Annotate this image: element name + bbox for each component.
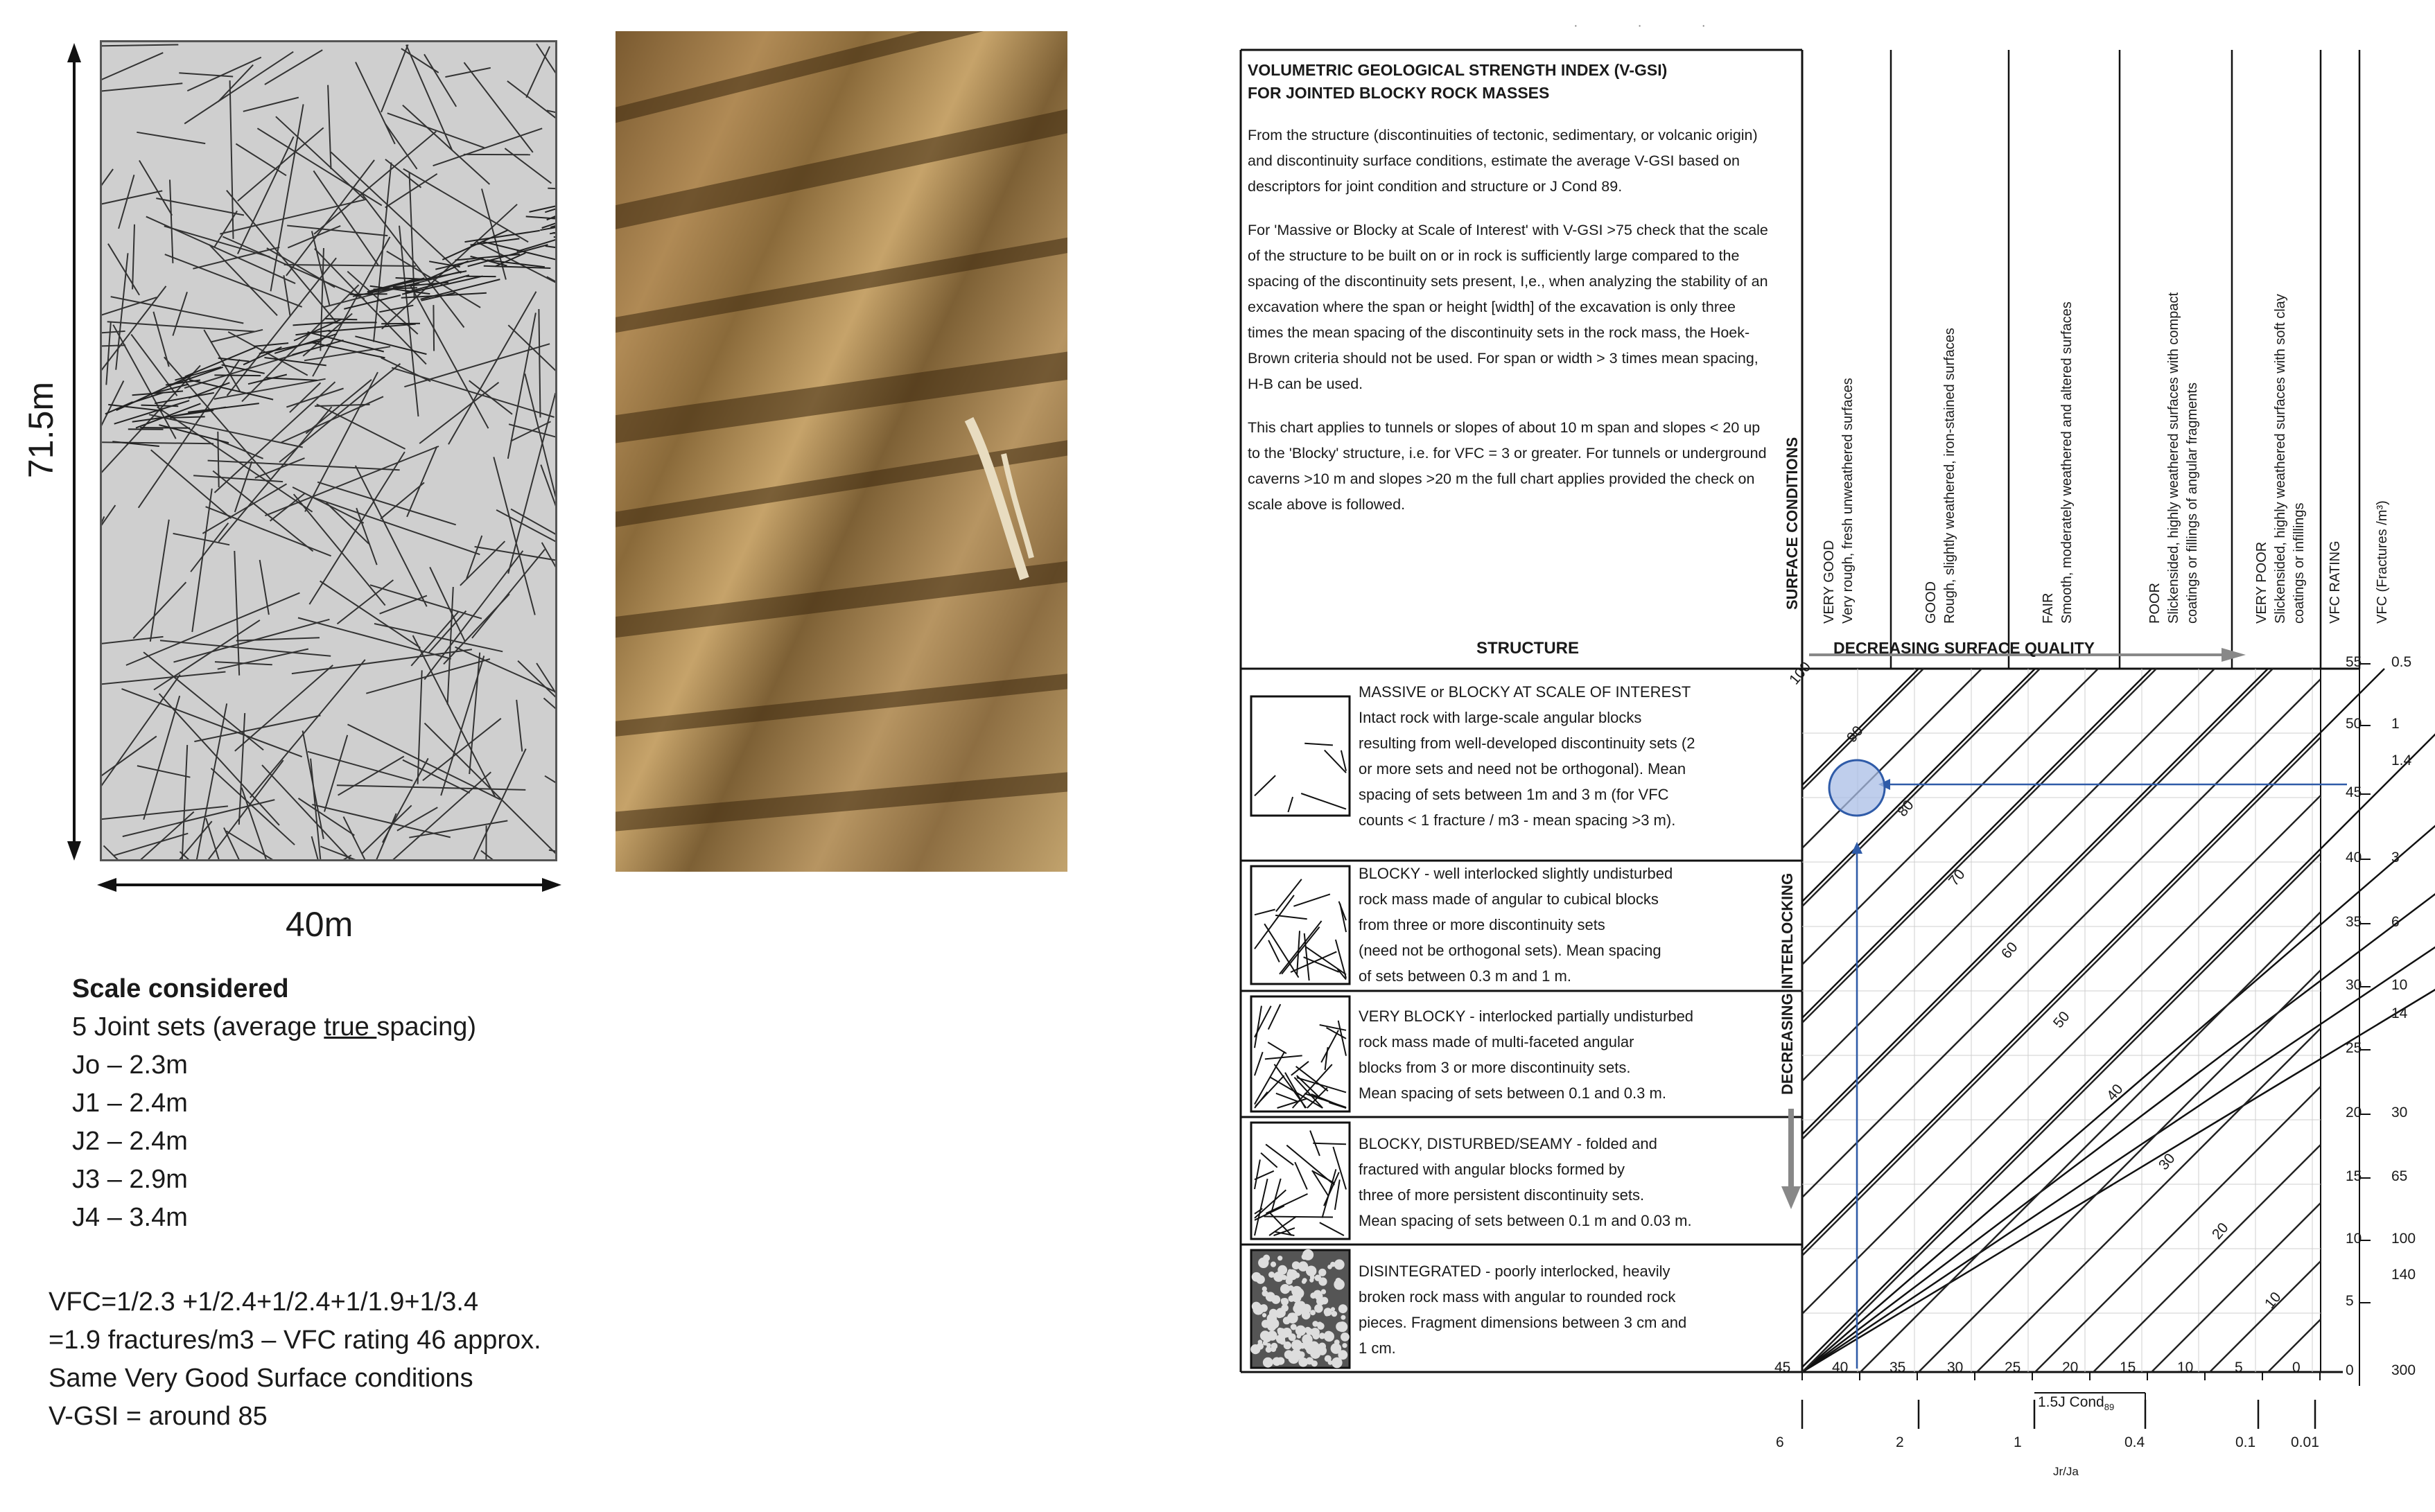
jcond-tick: 45	[1774, 1360, 1791, 1375]
decreasing-interlocking-label: DECREASING INTERLOCKING	[1779, 872, 1796, 1095]
jrja-tick: 0.1	[2235, 1434, 2256, 1450]
structure-line: blocks from 3 or more discontinuity sets.	[1359, 1059, 1631, 1076]
jrja-tick: 0.4	[2124, 1434, 2145, 1450]
gsi-contour-label: 100	[1786, 658, 1815, 688]
width-label: 40m	[286, 905, 354, 944]
joint-item: J1 – 2.4m	[72, 1089, 188, 1118]
calc-line: V-GSI = around 85	[49, 1402, 268, 1431]
structure-line: Mean spacing of sets between 0.1 m and 0.03 m.	[1359, 1212, 1692, 1229]
col-poor-title: POOR	[2147, 583, 2163, 624]
chart-intro	[1248, 59, 1774, 518]
chart-title-1: VOLUMETRIC GEOLOGICAL STRENGTH INDEX (V-GSI)	[1248, 61, 1668, 79]
structure-disintegrated	[1359, 1258, 1686, 1361]
structure-very-blocky	[1359, 1003, 1693, 1106]
joint-item: J3 – 2.9m	[72, 1165, 188, 1194]
chart-title-2: FOR JOINTED BLOCKY ROCK MASSES	[1248, 84, 1550, 102]
notes-subtitle: 5 Joint sets (average true spacing)	[72, 1012, 476, 1041]
structure-massive	[1359, 679, 1695, 833]
vfc-rating-tick: 20	[2346, 1105, 2362, 1120]
col-poor-desc: Slickensided, highly weathered surfaces with compact	[2166, 292, 2181, 624]
structure-line: rock mass made of multi-faceted angular	[1359, 1033, 1634, 1051]
structure-line: counts < 1 fracture / m3 - mean spacing >3 m).	[1359, 811, 1676, 829]
vfc-rating-tick: 55	[2346, 654, 2362, 670]
vfc-rating-tick: 0	[2346, 1362, 2354, 1378]
top-cut-text: · · ·	[1573, 18, 1734, 33]
joint-item: J2 – 2.4m	[72, 1127, 188, 1156]
notes-title: Scale considered	[72, 974, 289, 1003]
vfc-tick: 300	[2391, 1362, 2416, 1378]
vfc-rating-tick: 5	[2346, 1293, 2354, 1309]
gsi-contour-label: 30	[2155, 1150, 2179, 1174]
vfc-rating-tick: 40	[2346, 850, 2362, 865]
structure-label: STRUCTURE	[1476, 639, 1579, 658]
chart-para-1: From the structure (discontinuities of tectonic, sedimentary, or volcanic origin) and discontinuity surface conditions, estimate the average V-GSI based on descriptors for joint condition and structure or J Cond 89.	[1248, 127, 1758, 195]
structure-disturbed	[1359, 1131, 1692, 1233]
vfc-rating-tick: 50	[2346, 716, 2362, 732]
vfc-rating-label: VFC RATING	[2328, 540, 2343, 624]
gsi-contour-label: 20	[2208, 1220, 2232, 1243]
vfc-label: VFC (Fractures /m³)	[2375, 500, 2390, 624]
structure-title: BLOCKY, DISTURBED/SEAMY - folded and	[1359, 1135, 1657, 1152]
vfc-tick: 65	[2391, 1168, 2408, 1184]
gsi-contour-label: 90	[1843, 723, 1867, 746]
gsi-contour-label: 70	[1945, 866, 1969, 890]
structure-line: (need not be orthogonal sets). Mean spacing	[1359, 942, 1661, 959]
vfc-tick: 0.5	[2391, 654, 2412, 670]
structure-line: Intact rock with large-scale angular blocks	[1359, 709, 1642, 726]
structure-title: DISINTEGRATED - poorly interlocked, heavily	[1359, 1263, 1670, 1280]
col-very-poor-title: VERY POOR	[2254, 541, 2269, 624]
structure-line: pieces. Fragment dimensions between 3 cm and	[1359, 1314, 1687, 1331]
vfc-tick: 1	[2391, 716, 2400, 732]
structure-line: Mean spacing of sets between 0.1 and 0.3 m.	[1359, 1084, 1666, 1102]
jcond-tick: 10	[2177, 1360, 2194, 1375]
structure-line: broken rock mass with angular to rounded rock	[1359, 1288, 1676, 1306]
calc-line: Same Very Good Surface conditions	[49, 1364, 473, 1393]
gsi-contour-label: 60	[1998, 939, 2021, 962]
vfc-tick: 1.4	[2391, 753, 2412, 768]
gsi-contour-label: 40	[2103, 1081, 2127, 1105]
structure-line: from three or more discontinuity sets	[1359, 916, 1605, 933]
col-good-title: GOOD	[1923, 581, 1939, 624]
vfc-rating-tick: 30	[2346, 977, 2362, 993]
structure-title: BLOCKY - well interlocked slightly undisturbed	[1359, 865, 1673, 882]
col-good-desc: Rough, slightly weathered, iron-stained surfaces	[1942, 328, 1957, 624]
jcond-tick: 5	[2235, 1360, 2243, 1375]
jcond-tick: 20	[2062, 1360, 2079, 1375]
jcond-tick: 40	[1832, 1360, 1849, 1375]
calc-line: VFC=1/2.3 +1/2.4+1/2.4+1/1.9+1/3.4	[49, 1287, 479, 1317]
gsi-contour-label: 50	[2050, 1008, 2073, 1032]
structure-line: rock mass made of angular to cubical blocks	[1359, 890, 1659, 908]
vfc-tick: 100	[2391, 1231, 2416, 1247]
gsi-contour-label: 10	[2261, 1289, 2285, 1312]
structure-line: resulting from well-developed discontinuity sets (2	[1359, 735, 1695, 752]
vfc-tick: 30	[2391, 1105, 2408, 1120]
vfc-tick: 3	[2391, 850, 2400, 865]
structure-title: VERY BLOCKY - interlocked partially undisturbed	[1359, 1008, 1694, 1025]
structure-line: spacing of sets between 1m and 3 m (for VFC	[1359, 786, 1669, 803]
jrja-axis-label: Jr/Ja	[2053, 1465, 2079, 1478]
jrja-tick: 1	[2014, 1434, 2022, 1450]
vfc-rating-tick: 25	[2346, 1040, 2362, 1056]
structure-line: or more sets and need not be orthogonal). Mean	[1359, 760, 1686, 777]
structure-line: of sets between 0.3 m and 1 m.	[1359, 967, 1571, 985]
col-fair-title: FAIR	[2041, 592, 2056, 624]
col-poor-desc2: coatings or fillings of angular fragments	[2185, 383, 2200, 624]
vfc-rating-tick: 15	[2346, 1168, 2362, 1184]
jcond-tick: 15	[2120, 1360, 2136, 1375]
chart-para-3: This chart applies to tunnels or slopes of about 10 m span and slopes < 20 up to the 'Blocky' structure, i.e. for VFC = 3 or greater. For tunnels or underground caverns >10 m and slopes >20 m the full chart applies provided the check on scale above is followed.	[1248, 419, 1767, 513]
col-very-poor-desc: Slickensided, highly weathered surfaces with soft clay	[2273, 294, 2288, 624]
col-very-good-title: VERY GOOD	[1822, 540, 1837, 624]
chart-para-2: For 'Massive or Blocky at Scale of Interest' with V-GSI >75 check that the scale of the structure to be built on or in rock is sufficiently large compared to the spacing of the discontinuity sets present, I,e., when analyzing the stability of an excavation where the span or height [width] of the excavation is only three times the mean spacing of the discontinuity sets in the rock mass, the Hoek-Brown criteria should not be used. For span or width > 3 times mean spacing, H-B can be used.	[1248, 222, 1768, 392]
structure-title: MASSIVE or BLOCKY AT SCALE OF INTEREST	[1359, 683, 1691, 701]
height-label: 71.5m	[21, 382, 60, 478]
jrja-tick: 6	[1776, 1434, 1784, 1450]
structure-line: 1 cm.	[1359, 1339, 1396, 1357]
vfc-tick: 14	[2391, 1005, 2408, 1021]
surface-conditions-label: SURFACE CONDITIONS	[1783, 437, 1801, 610]
col-very-poor-desc2: coatings or infillings	[2292, 502, 2307, 624]
jcond-axis-label: 1.5J Cond$_{89}$	[2038, 1394, 2115, 1413]
structure-line: fractured with angular blocks formed by	[1359, 1161, 1625, 1178]
jcond-tick: 30	[1947, 1360, 1964, 1375]
jrja-tick: 0.01	[2291, 1434, 2319, 1450]
joint-item: J4 – 3.4m	[72, 1203, 188, 1232]
jcond-tick: 35	[1889, 1360, 1906, 1375]
gsi-contour-label: 80	[1894, 797, 1917, 820]
vfc-tick: 6	[2391, 914, 2400, 930]
jcond-tick: 25	[2005, 1360, 2021, 1375]
structure-line: three of more persistent discontinuity sets.	[1359, 1186, 1645, 1204]
col-very-good-desc: Very rough, fresh unweathered surfaces	[1840, 378, 1856, 624]
structure-blocky	[1359, 861, 1673, 989]
vfc-tick: 140	[2391, 1267, 2416, 1283]
vfc-rating-tick: 35	[2346, 914, 2362, 930]
col-fair-desc: Smooth, moderately weathered and altered surfaces	[2059, 301, 2075, 624]
vfc-tick: 10	[2391, 977, 2408, 993]
jrja-tick: 2	[1896, 1434, 1904, 1450]
jcond-tick: 0	[2292, 1360, 2301, 1375]
calc-line: =1.9 fractures/m3 – VFC rating 46 approx.	[49, 1326, 541, 1355]
vfc-rating-tick: 45	[2346, 784, 2362, 800]
joint-item: Jo – 2.3m	[72, 1051, 188, 1080]
decreasing-surface-label: DECREASING SURFACE QUALITY	[1833, 639, 2095, 657]
vfc-rating-tick: 10	[2346, 1231, 2362, 1247]
